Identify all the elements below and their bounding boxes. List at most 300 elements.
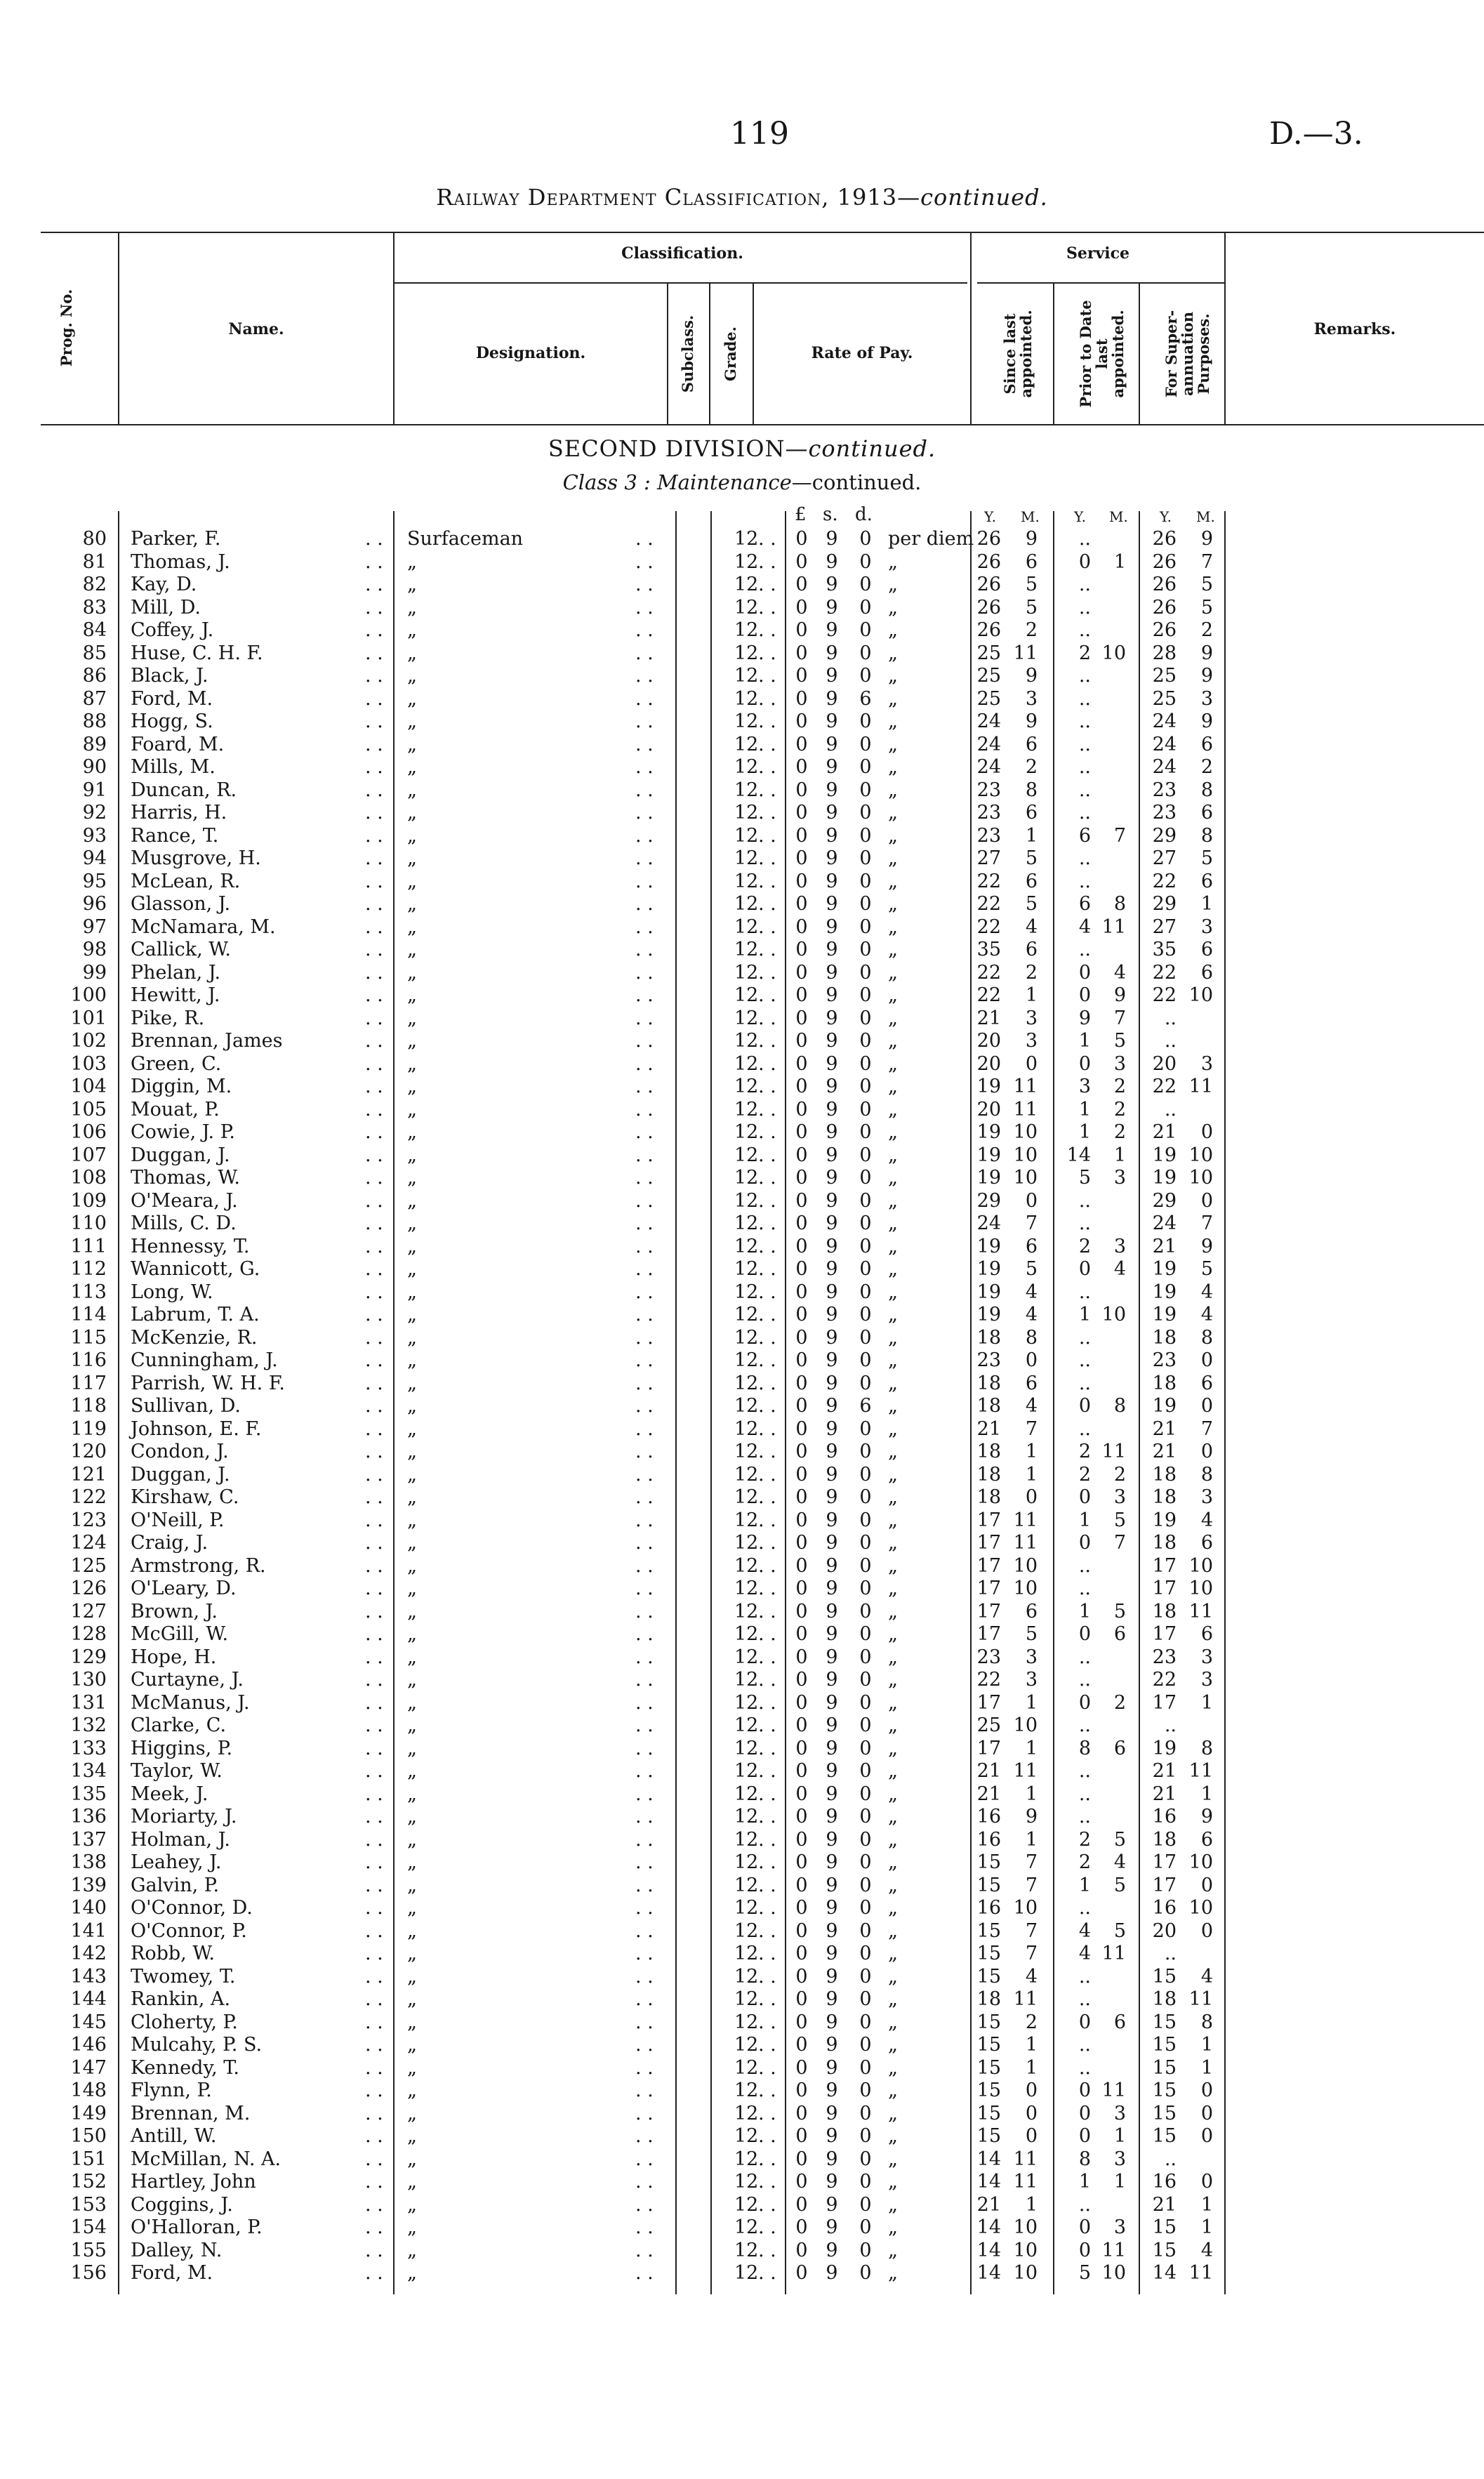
table-row: [0, 1212, 1484, 1235]
header-grade: Grade.: [722, 326, 739, 381]
prior-years: 0: [1078, 2125, 1091, 2147]
prior-months: 11: [1101, 915, 1126, 938]
name-cell: O'Neill, P.: [131, 1509, 225, 1531]
designation-cell: „: [407, 2262, 417, 2284]
row-number: 148: [70, 2080, 107, 2101]
leader-dots: . .: [758, 665, 776, 687]
prior-years: 6: [1078, 824, 1091, 847]
table-row: [0, 1304, 1484, 1326]
table-row: [0, 1099, 1484, 1121]
pay-pence: 6: [859, 1395, 872, 1417]
leader-dots: . .: [635, 1007, 654, 1029]
total-years: 18: [1152, 1988, 1177, 2010]
row-number: 108: [70, 1167, 107, 1189]
row-number: 93: [82, 824, 107, 847]
prior-months: 1: [1113, 1144, 1126, 1166]
pay-shillings: 9: [826, 1988, 838, 2010]
leader-dots: . .: [758, 733, 776, 755]
leader-dots: . .: [365, 1965, 383, 1988]
prior-years: 0: [1078, 2080, 1091, 2101]
pay-period: „: [888, 2080, 898, 2101]
leader-dots: . .: [365, 1669, 383, 1691]
grade-cell: 12: [734, 1007, 759, 1029]
pay-shillings: 9: [826, 619, 838, 641]
pay-pounds: 0: [795, 687, 808, 710]
prior-years: ..: [1078, 574, 1091, 595]
prior-months: 1: [1113, 550, 1126, 573]
leader-dots: . .: [758, 2148, 776, 2170]
since-months: 4: [1025, 1304, 1038, 1326]
pay-period: „: [888, 1737, 898, 1759]
leader-dots: . .: [365, 1486, 383, 1508]
leader-dots: . .: [365, 1372, 383, 1394]
pay-shillings: 9: [826, 1737, 838, 1759]
table-row: [0, 2125, 1484, 2148]
prior-years: 5: [1078, 1167, 1091, 1189]
grade-cell: 12: [734, 1417, 759, 1440]
grade-cell: 12: [734, 1235, 759, 1257]
pay-shillings: 9: [826, 1486, 838, 1508]
leader-dots: . .: [635, 1623, 654, 1645]
leader-dots: . .: [365, 1554, 383, 1577]
unit-years-total: Y.: [1160, 508, 1172, 525]
leader-dots: . .: [758, 1669, 776, 1691]
pay-pounds: 0: [795, 642, 808, 664]
designation-cell: „: [407, 2148, 417, 2170]
pay-period: „: [888, 1943, 898, 1964]
row-number: 84: [82, 619, 107, 641]
since-months: 4: [1025, 915, 1038, 938]
designation-cell: „: [407, 1509, 417, 1531]
pay-pence: 0: [859, 1897, 872, 1919]
total-years: 26: [1152, 550, 1177, 573]
name-cell: Musgrove, H.: [131, 847, 261, 869]
leader-dots: . .: [635, 1326, 654, 1349]
grade-cell: 12: [734, 1258, 759, 1280]
prior-years: 8: [1078, 2148, 1091, 2170]
pay-pounds: 0: [795, 1258, 808, 1280]
pay-period: „: [888, 1691, 898, 1714]
leader-dots: . .: [365, 1578, 383, 1599]
header-sub-rule-service: [977, 282, 1224, 284]
prior-years: 9: [1078, 1007, 1091, 1029]
leader-dots: . .: [635, 1258, 654, 1280]
name-cell: McMillan, N. A.: [131, 2148, 281, 2170]
total-years: 17: [1152, 1851, 1177, 1873]
header-divider: [709, 282, 710, 425]
since-years: 18: [976, 1486, 1001, 1508]
since-years: 15: [976, 1874, 1001, 1896]
total-months: 10: [1188, 1578, 1213, 1599]
designation-cell: „: [407, 1304, 417, 1326]
since-years: 21: [976, 1007, 1001, 1029]
pay-period: „: [888, 1828, 898, 1851]
designation-cell: „: [407, 1395, 417, 1417]
grade-cell: 12: [734, 893, 759, 915]
division-heading: [0, 435, 1484, 462]
total-months: 6: [1200, 1532, 1213, 1554]
designation-cell: „: [407, 1441, 417, 1462]
designation-cell: „: [407, 1007, 417, 1029]
pay-shillings: 9: [826, 1828, 838, 1851]
leader-dots: . .: [758, 756, 776, 778]
total-months: 3: [1200, 915, 1213, 938]
since-years: 22: [976, 984, 1001, 1006]
grade-cell: 12: [734, 2034, 759, 2056]
prior-years: 5: [1078, 2262, 1091, 2284]
leader-dots: . .: [635, 779, 654, 801]
pay-pence: 0: [859, 1919, 872, 1942]
leader-dots: . .: [365, 2011, 383, 2033]
leader-dots: . .: [635, 1417, 654, 1440]
since-years: 15: [976, 1851, 1001, 1873]
total-months: 9: [1200, 710, 1213, 732]
since-months: 3: [1025, 687, 1038, 710]
leader-dots: . .: [365, 1395, 383, 1417]
grade-cell: 12: [734, 1030, 759, 1052]
leader-dots: . .: [635, 1828, 654, 1851]
pay-shillings: 9: [826, 1874, 838, 1896]
designation-cell: „: [407, 1600, 417, 1622]
grade-cell: 12: [734, 2102, 759, 2124]
pay-shillings: 9: [826, 1783, 838, 1805]
since-years: 15: [976, 2102, 1001, 2124]
pay-pounds: 0: [795, 1919, 808, 1942]
row-number: 85: [82, 642, 107, 664]
pay-pence: 0: [859, 1463, 872, 1486]
pay-pence: 0: [859, 1189, 872, 1212]
grade-cell: 12: [734, 1304, 759, 1326]
pay-period: „: [888, 1417, 898, 1440]
pay-period: „: [888, 1189, 898, 1212]
name-cell: Phelan, J.: [131, 961, 221, 984]
pay-pounds: 0: [795, 1349, 808, 1371]
unit-months-total: M.: [1196, 508, 1215, 525]
prior-months: 7: [1113, 1007, 1126, 1029]
total-months: 0: [1200, 1121, 1213, 1143]
since-years: 16: [976, 1806, 1001, 1827]
pay-pence: 0: [859, 1851, 872, 1873]
leader-dots: . .: [365, 1441, 383, 1462]
grade-cell: 12: [734, 2011, 759, 2033]
leader-dots: . .: [635, 2262, 654, 2284]
pay-pence: 0: [859, 1304, 872, 1326]
since-months: 6: [1025, 733, 1038, 755]
since-years: 18: [976, 1372, 1001, 1394]
row-number: 90: [82, 756, 107, 778]
total-months: 10: [1188, 1167, 1213, 1189]
since-months: 6: [1025, 870, 1038, 892]
prior-months: 4: [1113, 1851, 1126, 1873]
name-cell: Robb, W.: [131, 1943, 215, 1964]
grade-cell: 12: [734, 1943, 759, 1964]
name-cell: Flynn, P.: [131, 2080, 212, 2101]
name-cell: Cloherty, P.: [131, 2011, 238, 2033]
table-row: [0, 1349, 1484, 1372]
leader-dots: . .: [758, 2102, 776, 2124]
designation-cell: „: [407, 1349, 417, 1371]
row-number: 153: [70, 2193, 107, 2216]
leader-dots: . .: [635, 1714, 654, 1736]
pay-pence: 0: [859, 1076, 872, 1097]
total-years: 19: [1152, 1281, 1177, 1303]
grade-cell: 12: [734, 1167, 759, 1189]
total-months: 6: [1200, 870, 1213, 892]
pay-pounds: 0: [795, 1554, 808, 1577]
pay-pence: 0: [859, 710, 872, 732]
pay-pence: 0: [859, 915, 872, 938]
row-number: 129: [70, 1646, 107, 1668]
pay-shillings: 9: [826, 642, 838, 664]
designation-cell: „: [407, 1417, 417, 1440]
designation-cell: „: [407, 1486, 417, 1508]
row-number: 144: [70, 1988, 107, 2010]
total-months: 3: [1200, 1669, 1213, 1691]
name-cell: Hope, H.: [131, 1646, 217, 1668]
page-title: [0, 184, 1484, 211]
total-months: 7: [1200, 1212, 1213, 1234]
since-years: 23: [976, 824, 1001, 847]
pay-pence: 0: [859, 1007, 872, 1029]
pay-pounds: 0: [795, 1326, 808, 1349]
pay-pounds: 0: [795, 1052, 808, 1075]
pay-shillings: 9: [826, 2262, 838, 2284]
total-months: 0: [1200, 1874, 1213, 1896]
since-months: 5: [1025, 1258, 1038, 1280]
prior-years: ..: [1078, 1806, 1091, 1827]
since-months: 10: [1013, 1121, 1038, 1143]
grade-cell: 12: [734, 1600, 759, 1622]
since-months: 11: [1013, 1532, 1038, 1554]
pay-pounds: 0: [795, 665, 808, 687]
leader-dots: . .: [635, 1897, 654, 1919]
leader-dots: . .: [365, 779, 383, 801]
since-years: 16: [976, 1828, 1001, 1851]
leader-dots: . .: [758, 1828, 776, 1851]
prior-years: ..: [1078, 802, 1091, 824]
table-row: [0, 1623, 1484, 1646]
name-cell: Foard, M.: [131, 733, 225, 755]
pay-shillings: 9: [826, 2216, 838, 2238]
pay-pounds: 0: [795, 550, 808, 573]
prior-years: 0: [1078, 2239, 1091, 2261]
since-months: 11: [1013, 1988, 1038, 2010]
pay-period: „: [888, 1121, 898, 1143]
pay-shillings: 9: [826, 1304, 838, 1326]
total-months: 0: [1200, 1919, 1213, 1942]
pay-period: „: [888, 1783, 898, 1805]
pay-shillings: 9: [826, 1007, 838, 1029]
row-number: 132: [70, 1714, 107, 1736]
name-cell: O'Meara, J.: [131, 1189, 238, 1212]
pay-shillings: 9: [826, 2080, 838, 2101]
row-number: 138: [70, 1851, 107, 1873]
pay-period: „: [888, 550, 898, 573]
pay-pounds: 0: [795, 870, 808, 892]
total-months: 1: [1200, 2193, 1213, 2216]
leader-dots: . .: [758, 2011, 776, 2033]
leader-dots: . .: [758, 1212, 776, 1234]
grade-cell: 12: [734, 1760, 759, 1782]
row-number: 88: [82, 710, 107, 732]
pay-period: „: [888, 1144, 898, 1166]
prior-months: 2: [1113, 1076, 1126, 1097]
grade-cell: 12: [734, 1395, 759, 1417]
row-number: 107: [70, 1144, 107, 1166]
prior-months: 6: [1113, 1623, 1126, 1645]
pay-pounds: 0: [795, 1714, 808, 1736]
prior-years: ..: [1078, 870, 1091, 892]
pay-pence: 0: [859, 1167, 872, 1189]
pay-pounds: 0: [795, 847, 808, 869]
leader-dots: . .: [758, 1098, 776, 1120]
pay-pence: 0: [859, 1965, 872, 1988]
total-years: 18: [1152, 1828, 1177, 1851]
designation-cell: „: [407, 1988, 417, 2010]
pay-pence: 0: [859, 1486, 872, 1508]
table-row: [0, 642, 1484, 665]
since-years: 14: [976, 2239, 1001, 2261]
leader-dots: . .: [365, 1463, 383, 1486]
since-years: 23: [976, 802, 1001, 824]
pay-pence: 0: [859, 1098, 872, 1120]
pay-pence: 0: [859, 1235, 872, 1257]
row-number: 142: [70, 1943, 107, 1964]
leader-dots: . .: [758, 984, 776, 1006]
pay-period: „: [888, 824, 898, 847]
pay-shillings: 9: [826, 1691, 838, 1714]
pay-pence: 0: [859, 1737, 872, 1759]
prior-years: 2: [1078, 642, 1091, 664]
prior-years: ..: [1078, 1897, 1091, 1919]
pay-pence: 0: [859, 1121, 872, 1143]
leader-dots: . .: [635, 1988, 654, 2010]
table-row: [0, 1281, 1484, 1304]
pay-period: „: [888, 2193, 898, 2216]
name-cell: McNamara, M.: [131, 915, 276, 938]
name-cell: Mouat, P.: [131, 1098, 220, 1120]
leader-dots: . .: [758, 1121, 776, 1143]
grade-cell: 12: [734, 642, 759, 664]
designation-cell: „: [407, 1943, 417, 1964]
since-months: 11: [1013, 1098, 1038, 1120]
prior-years: ..: [1078, 1988, 1091, 2010]
pay-pence: 0: [859, 1030, 872, 1052]
pay-pounds: 0: [795, 1167, 808, 1189]
designation-cell: „: [407, 733, 417, 755]
since-months: 1: [1025, 2193, 1038, 2216]
total-years: 21: [1152, 1121, 1177, 1143]
leader-dots: . .: [635, 2171, 654, 2193]
grade-cell: 12: [734, 2148, 759, 2170]
pay-period: „: [888, 893, 898, 915]
table-row: [0, 939, 1484, 961]
leader-dots: . .: [758, 1144, 776, 1166]
pay-pounds: 0: [795, 1189, 808, 1212]
row-number: 114: [70, 1304, 107, 1326]
leader-dots: . .: [758, 1737, 776, 1759]
designation-cell: „: [407, 1646, 417, 1668]
pay-pounds: 0: [795, 984, 808, 1006]
pay-pence: 0: [859, 1281, 872, 1303]
leader-dots: . .: [365, 2216, 383, 2238]
pay-period: „: [888, 619, 898, 641]
leader-dots: . .: [635, 1509, 654, 1531]
pay-pounds: 0: [795, 1943, 808, 1964]
name-cell: Brennan, James: [131, 1030, 283, 1052]
row-number: 146: [70, 2034, 107, 2056]
pay-shillings: 9: [826, 961, 838, 984]
leader-dots: . .: [365, 710, 383, 732]
pay-pounds: 0: [795, 779, 808, 801]
prior-years: 2: [1078, 1441, 1091, 1462]
leader-dots: . .: [635, 1030, 654, 1052]
pay-shillings: 9: [826, 1851, 838, 1873]
row-number: 140: [70, 1897, 107, 1919]
name-cell: Kirshaw, C.: [131, 1486, 239, 1508]
leader-dots: . .: [758, 1052, 776, 1075]
pay-period: „: [888, 2239, 898, 2261]
pay-shillings: 9: [826, 1349, 838, 1371]
leader-dots: . .: [635, 1691, 654, 1714]
pay-pounds: 0: [795, 710, 808, 732]
total-months: 3: [1200, 1486, 1213, 1508]
since-months: 7: [1025, 1874, 1038, 1896]
designation-cell: „: [407, 665, 417, 687]
total-years: 26: [1152, 619, 1177, 641]
leader-dots: . .: [758, 528, 776, 550]
leader-dots: . .: [758, 1874, 776, 1896]
prior-years: ..: [1078, 779, 1091, 801]
since-months: 5: [1025, 574, 1038, 595]
row-number: 89: [82, 733, 107, 755]
row-number: 145: [70, 2011, 107, 2033]
table-row: [0, 1053, 1484, 1076]
since-years: 26: [976, 528, 1001, 550]
row-number: 134: [70, 1760, 107, 1782]
pay-pence: 0: [859, 802, 872, 824]
pay-pence: 0: [859, 1646, 872, 1668]
grade-cell: 12: [734, 1486, 759, 1508]
pay-pounds: 0: [795, 2262, 808, 2284]
pay-period: „: [888, 1897, 898, 1919]
total-months: 4: [1200, 1281, 1213, 1303]
prior-years: 1: [1078, 1304, 1091, 1326]
leader-dots: . .: [758, 1578, 776, 1599]
pay-pence: 0: [859, 733, 872, 755]
total-years: 18: [1152, 1463, 1177, 1486]
total-years: 21: [1152, 1760, 1177, 1782]
leader-dots: . .: [758, 847, 776, 869]
total-years: 15: [1152, 2080, 1177, 2101]
total-years: 15: [1152, 2056, 1177, 2079]
since-months: 7: [1025, 1417, 1038, 1440]
total-months: 4: [1200, 1304, 1213, 1326]
designation-cell: „: [407, 1783, 417, 1805]
since-months: 7: [1025, 1851, 1038, 1873]
name-cell: Thomas, W.: [131, 1167, 240, 1189]
pay-shillings: 9: [826, 1965, 838, 1988]
since-months: 10: [1013, 1578, 1038, 1599]
pay-period: „: [888, 779, 898, 801]
pay-pounds: 0: [795, 1851, 808, 1873]
pay-shillings: 9: [826, 687, 838, 710]
leader-dots: . .: [635, 2080, 654, 2101]
since-years: 17: [976, 1554, 1001, 1577]
leader-dots: . .: [758, 1691, 776, 1714]
document-reference: D.—3.: [1269, 116, 1363, 152]
since-years: 17: [976, 1691, 1001, 1714]
